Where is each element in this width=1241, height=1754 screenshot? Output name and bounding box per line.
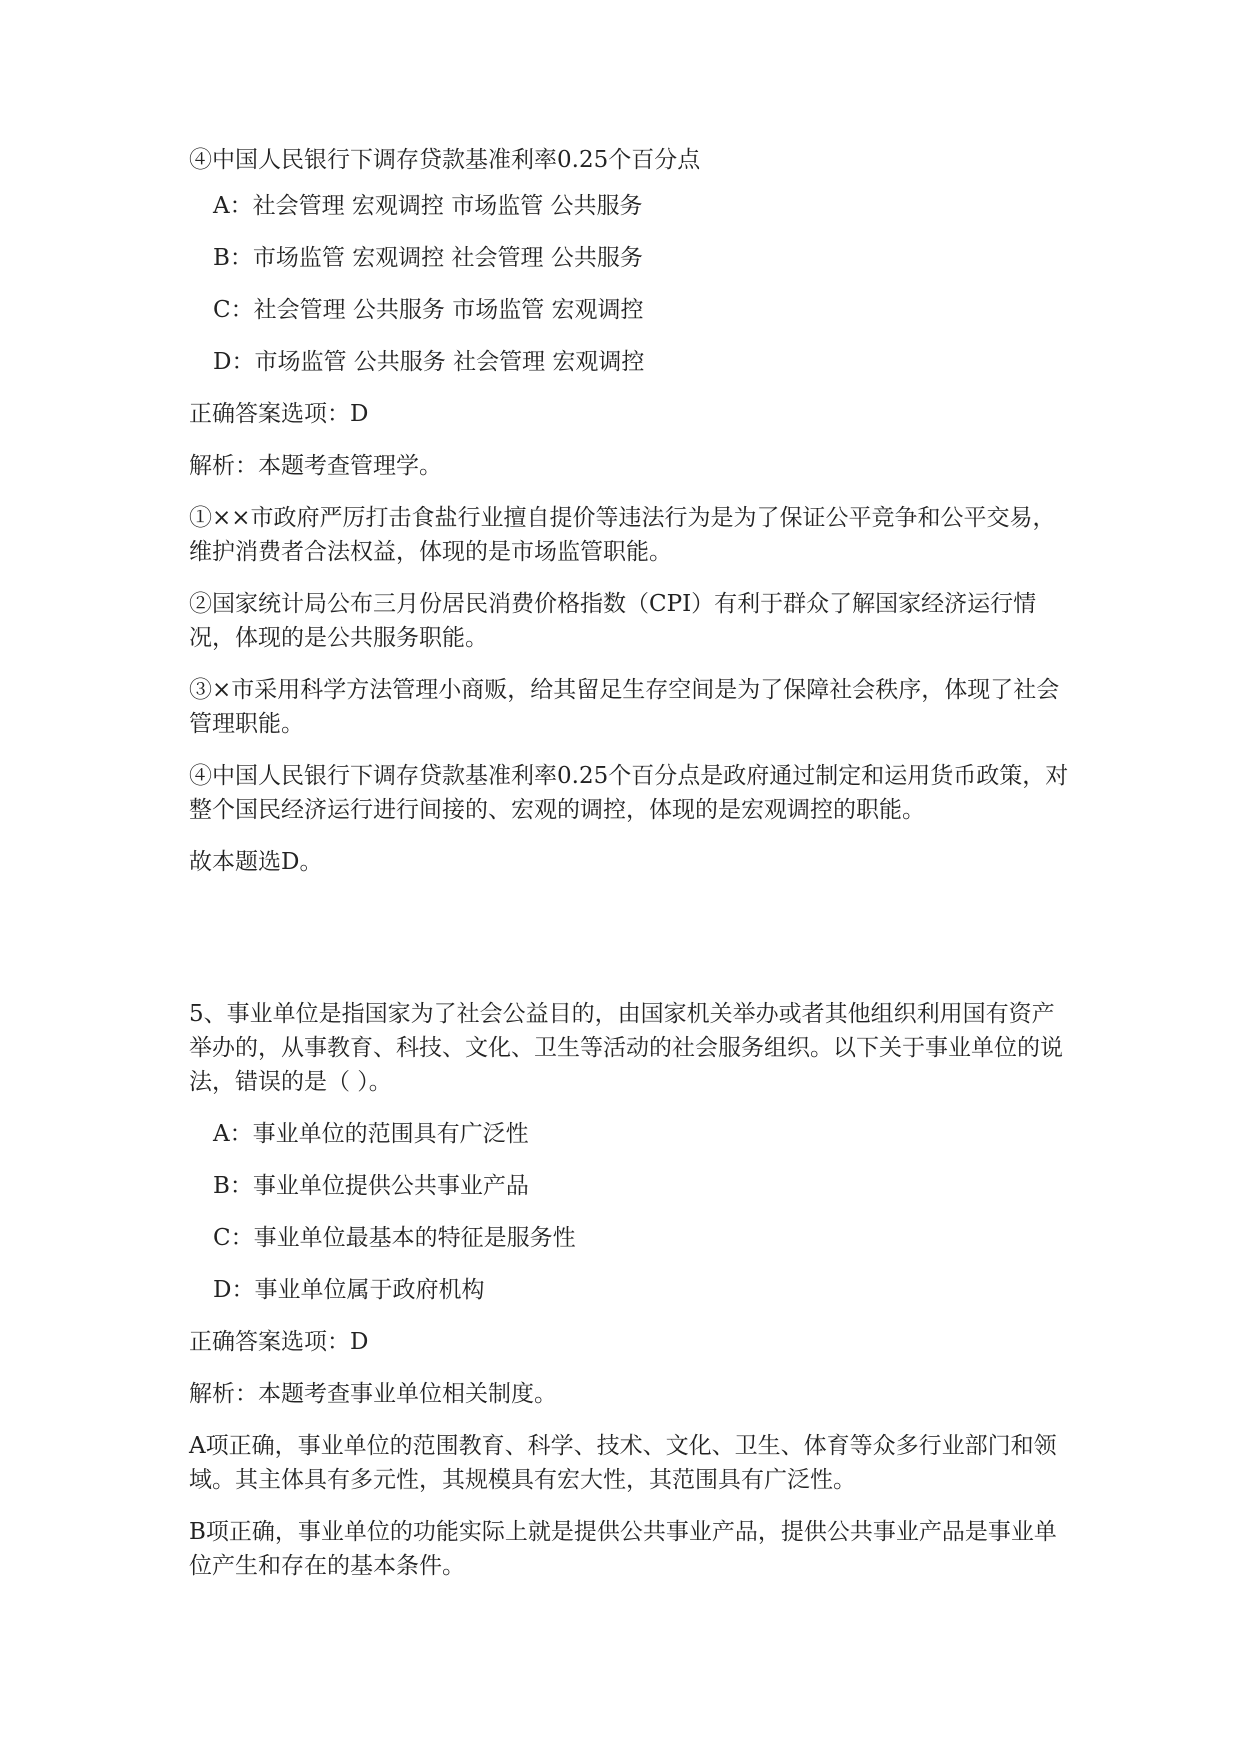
q4-answer: 正确答案选项：D [189, 401, 369, 427]
q4-analysis-1: ①××市政府严厉打击食盐行业擅自提价等违法行为是为了保证公平竞争和公平交易，维护消费者合法权益，体现的是市场监管职能。 [189, 505, 1056, 565]
q5-analysis-title: 解析：本题考查事业单位相关制度。 [189, 1381, 557, 1407]
q5-analysis-b: B项正确，事业单位的功能实际上就是提供公共事业产品，提供公共事业产品是事业单位产生和存在的基本条件。 [189, 1519, 1057, 1579]
question-5-stem: 5、事业单位是指国家为了社会公益目的，由国家机关举办或者其他组织利用国有资产举办的，从事教育、科技、文化、卫生等活动的社会服务组织。以下关于事业单位的说法，错误的是（ ）。 [189, 1001, 1063, 1095]
q5-option-c: C：事业单位最基本的特征是服务性 [213, 1225, 576, 1251]
q5-answer: 正确答案选项：D [189, 1329, 369, 1355]
q5-option-b: B：事业单位提供公共事业产品 [213, 1173, 529, 1199]
q4-option-b: B：市场监管 宏观调控 社会管理 公共服务 [213, 245, 643, 271]
q5-option-a: A：事业单位的范围具有广泛性 [213, 1121, 529, 1147]
q4-analysis-3: ③×市采用科学方法管理小商贩，给其留足生存空间是为了保障社会秩序，体现了社会管理职能。 [189, 677, 1060, 737]
q4-analysis-2: ②国家统计局公布三月份居民消费价格指数（CPI）有利于群众了解国家经济运行情况，体现的是公共服务职能。 [189, 591, 1037, 651]
question-4-stem-line: ④中国人民银行下调存贷款基准利率0.25个百分点 [189, 147, 701, 173]
q4-conclusion: 故本题选D。 [189, 849, 323, 875]
q4-analysis-title: 解析：本题考查管理学。 [189, 453, 442, 479]
document-page [189, 143, 1069, 1583]
q4-option-d: D：市场监管 公共服务 社会管理 宏观调控 [213, 349, 645, 375]
q5-analysis-a: A项正确，事业单位的范围教育、科学、技术、文化、卫生、体育等众多行业部门和领域。其主体具有多元性，其规模具有宏大性，其范围具有广泛性。 [189, 1433, 1057, 1493]
q4-analysis-4: ④中国人民银行下调存贷款基准利率0.25个百分点是政府通过制定和运用货币政策，对整个国民经济运行进行间接的、宏观的调控，体现的是宏观调控的职能。 [189, 763, 1069, 823]
q4-option-c: C：社会管理 公共服务 市场监管 宏观调控 [213, 297, 644, 323]
q4-option-a: A：社会管理 宏观调控 市场监管 公共服务 [213, 193, 643, 219]
q5-option-d: D：事业单位属于政府机构 [213, 1277, 485, 1303]
